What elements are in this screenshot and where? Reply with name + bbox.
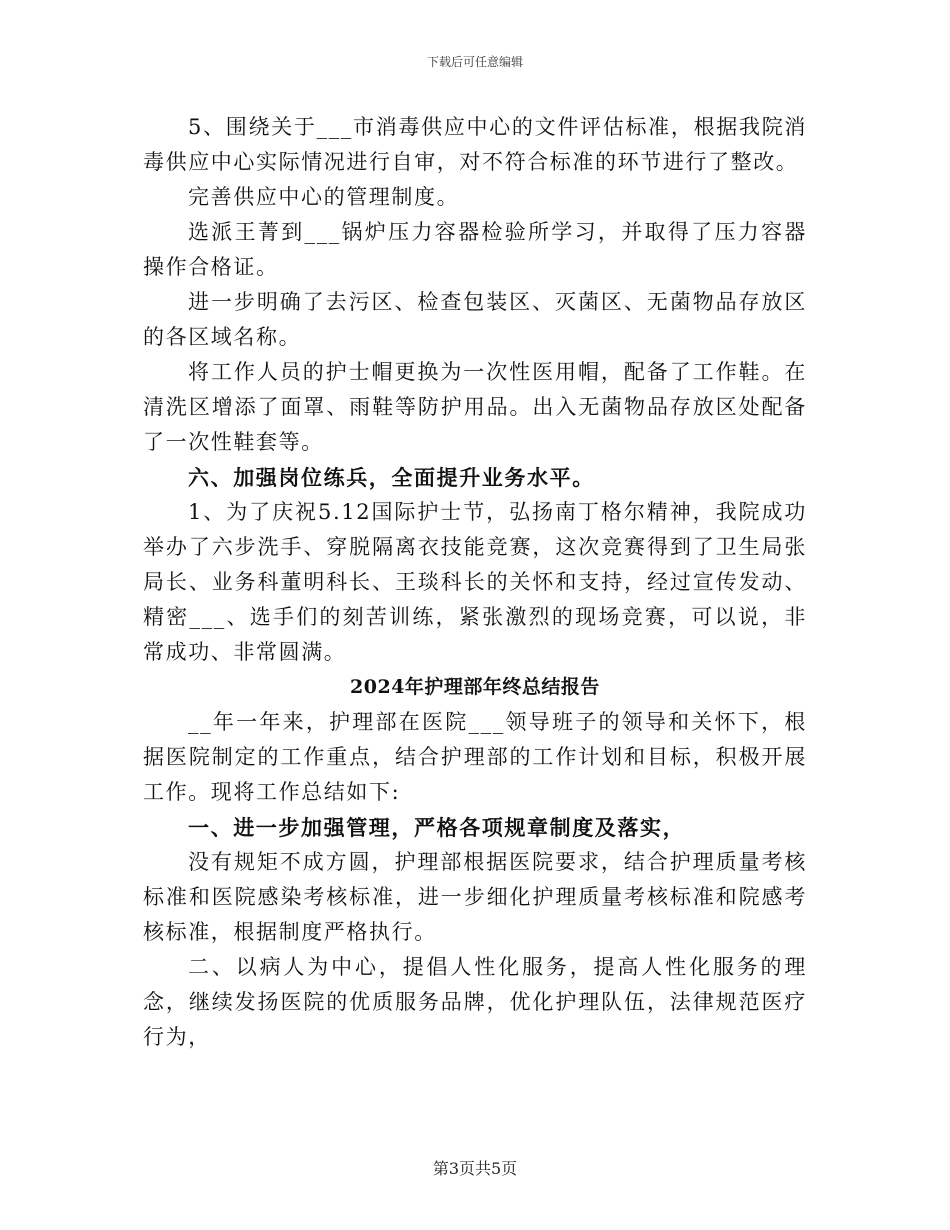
paragraph-4: 进一步明确了去污区、检查包装区、灭菌区、无菌物品存放区的各区域名称。 bbox=[143, 290, 807, 349]
paragraph-3: 选派王菁到___锅炉压力容器检验所学习，并取得了压力容器操作合格证。 bbox=[143, 220, 807, 279]
paragraph-7: 1、为了庆祝5.12国际护士节，弘扬南丁格尔精神，我院成功举办了六步洗手、穿脱隔离衣技能竞赛，这次竞赛得到了卫生局张局长、业务科董明科长、王琰科长的关怀和支持，经过宣传发动、精密___、选手们的刻苦训练，紧张激烈的现场竞赛，可以说，非常成功、非常圆满。 bbox=[143, 500, 807, 664]
paragraph-1: 5、围绕关于___市消毒供应中心的文件评估标准，根据我院消毒供应中心实际情况进行自审，对不符合标准的环节进行了整改。 bbox=[143, 115, 807, 174]
report-title: 2024年护理部年终总结报告 bbox=[350, 676, 600, 698]
paragraph-11: 没有规矩不成方圆，护理部根据医院要求，结合护理质量考核标准和医院感染考核标准，进一步细化护理质量考核标准和院感考核标准，根据制度严格执行。 bbox=[143, 850, 807, 944]
paragraph-12: 二、以病人为中心，提倡人性化服务，提高人性化服务的理念，继续发扬医院的优质服务品牌，优化护理队伍，法律规范医疗行为， bbox=[143, 955, 807, 1049]
document-body bbox=[143, 110, 807, 1055]
section-heading-6: 六、加强岗位练兵，全面提升业务水平。 bbox=[188, 465, 595, 490]
paragraph-5: 将工作人员的护士帽更换为一次性医用帽，配备了工作鞋。在清洗区增添了面罩、雨鞋等防护用品。出入无菌物品存放区处配备了一次性鞋套等。 bbox=[143, 360, 807, 454]
page-header: 下载后可任意编辑 bbox=[426, 55, 523, 69]
section-heading-1: 一、进一步加强管理，严格各项规章制度及落实， bbox=[188, 815, 686, 840]
paragraph-2: 完善供应中心的管理制度。 bbox=[188, 185, 460, 209]
page-footer: 第3页共5页 bbox=[432, 1159, 518, 1178]
paragraph-9: __年一年来，护理部在医院___领导班子的领导和关怀下，根据医院制定的工作重点，结合护理部的工作计划和目标，积极开展工作。现将工作总结如下: bbox=[143, 710, 807, 804]
